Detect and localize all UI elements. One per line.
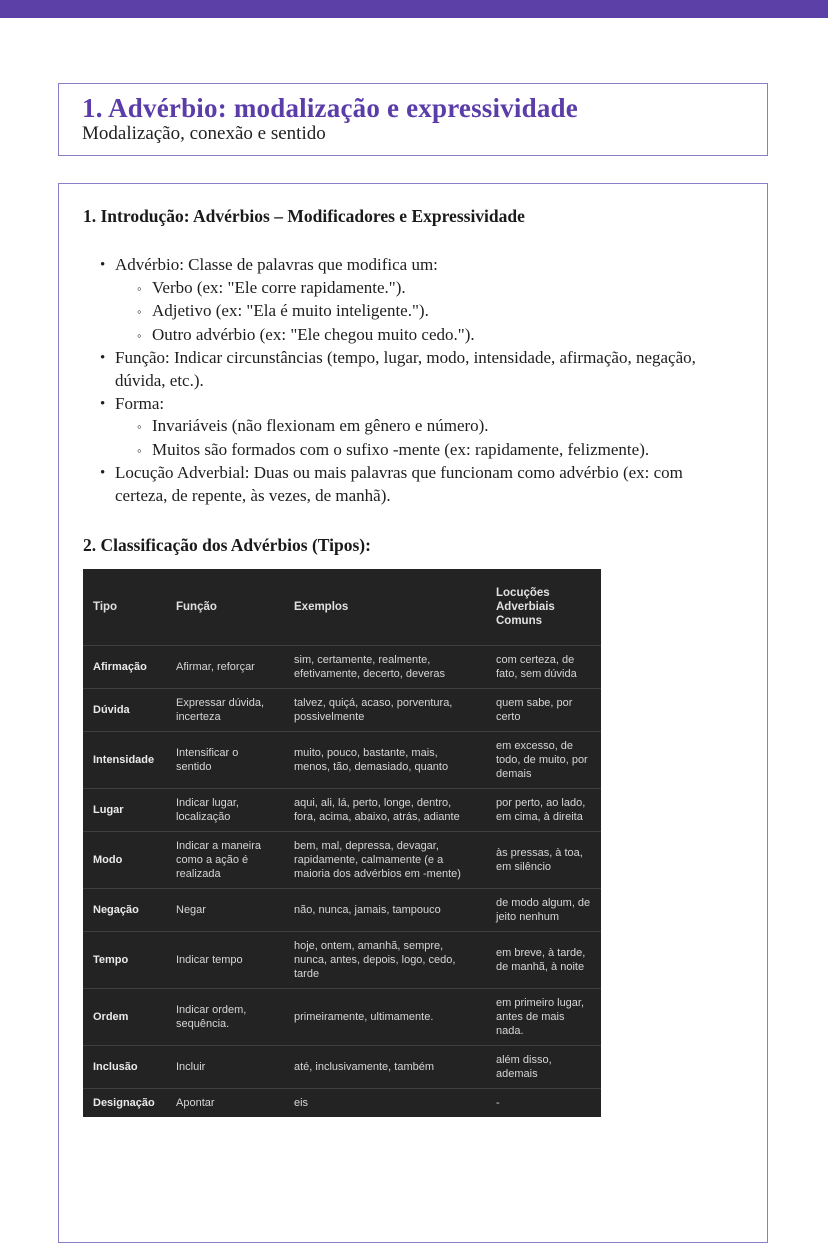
table-cell: Negação bbox=[83, 888, 166, 931]
page-subtitle: Modalização, conexão e sentido bbox=[82, 123, 326, 144]
table-header-cell: Tipo bbox=[93, 600, 118, 613]
table-cell: Indicar lugar, localização bbox=[166, 788, 284, 831]
table-row bbox=[83, 1088, 601, 1117]
table-header-cell: Função bbox=[176, 600, 217, 613]
table-cell: Modo bbox=[83, 831, 166, 888]
table-cell: Indicar a maneira como a ação é realizada bbox=[166, 831, 284, 888]
table-cell: Apontar bbox=[166, 1088, 284, 1117]
table-row bbox=[83, 731, 601, 788]
table-cell: em breve, à tarde, de manhã, à noite bbox=[486, 931, 601, 988]
table-cell: hoje, ontem, amanhã, sempre, nunca, antes, depois, logo, cedo, tarde bbox=[284, 931, 486, 988]
table-row bbox=[83, 688, 601, 731]
table-cell: além disso, ademais bbox=[486, 1045, 601, 1088]
table-cell: com certeza, de fato, sem dúvida bbox=[486, 645, 601, 688]
table-header-cell: Locuções Adverbiais Comuns bbox=[496, 586, 555, 627]
bullet-icon: • bbox=[100, 350, 106, 367]
list-item-text: Verbo (ex: "Ele corre rapidamente."). bbox=[152, 277, 406, 297]
circle-bullet-icon: ◦ bbox=[137, 419, 142, 435]
table-row bbox=[83, 645, 601, 688]
list-item bbox=[83, 324, 727, 348]
list-item bbox=[83, 393, 727, 416]
list-item-text: Advérbio: Classe de palavras que modifica um: bbox=[115, 255, 438, 274]
table-row bbox=[83, 931, 601, 988]
table-cell: Tempo bbox=[83, 931, 166, 988]
table-cell: Incluir bbox=[166, 1045, 284, 1088]
table-cell: em excesso, de todo, de muito, por demais bbox=[486, 731, 601, 788]
table-row bbox=[83, 988, 601, 1045]
list-item bbox=[83, 254, 727, 277]
table-cell: em primeiro lugar, antes de mais nada. bbox=[486, 988, 601, 1045]
table-cell: sim, certamente, realmente, efetivamente, decerto, deveras bbox=[284, 645, 486, 688]
table-cell: Afirmar, reforçar bbox=[166, 645, 284, 688]
circle-bullet-icon: ◦ bbox=[137, 280, 142, 296]
table-row bbox=[83, 788, 601, 831]
bullet-icon: • bbox=[100, 465, 106, 482]
table-cell: eis bbox=[284, 1088, 486, 1117]
table-row bbox=[83, 1045, 601, 1088]
table-row bbox=[83, 888, 601, 931]
table-cell: Designação bbox=[83, 1088, 166, 1117]
table-cell: aqui, ali, lá, perto, longe, dentro, fora, acima, abaixo, atrás, adiante bbox=[284, 788, 486, 831]
table-cell: Ordem bbox=[83, 988, 166, 1045]
bullet-list bbox=[83, 254, 727, 508]
list-item-text: Muitos são formados com o sufixo -mente (ex: rapidamente, felizmente). bbox=[152, 439, 650, 459]
table-row bbox=[83, 831, 601, 888]
list-item-text: Função: Indicar circunstâncias (tempo, lugar, modo, intensidade, afirmação, negação, dúvida, etc.). bbox=[115, 348, 696, 390]
table-cell: não, nunca, jamais, tampouco bbox=[284, 888, 486, 931]
classification-table bbox=[83, 569, 601, 1117]
circle-bullet-icon: ◦ bbox=[137, 442, 142, 458]
list-item-text: Invariáveis (não flexionam em gênero e número). bbox=[152, 416, 489, 436]
table-cell: Intensificar o sentido bbox=[166, 731, 284, 788]
list-item bbox=[83, 347, 727, 392]
list-item-text: Forma: bbox=[115, 393, 165, 413]
table-cell: Intensidade bbox=[83, 731, 166, 788]
section-1-heading: 1. Introdução: Advérbios – Modificadores e Expressividade bbox=[83, 206, 525, 226]
table-cell: Dúvida bbox=[83, 688, 166, 731]
circle-bullet-icon: ◦ bbox=[137, 304, 142, 320]
table-cell: Afirmação bbox=[83, 645, 166, 688]
title-card bbox=[58, 83, 768, 156]
list-item bbox=[83, 277, 727, 301]
section-2-heading: 2. Classificação dos Advérbios (Tipos): bbox=[83, 534, 371, 555]
table-cell: Indicar tempo bbox=[166, 931, 284, 988]
circle-bullet-icon: ◦ bbox=[137, 327, 142, 343]
table-cell: muito, pouco, bastante, mais, menos, tão, demasiado, quanto bbox=[284, 731, 486, 788]
table-cell: primeiramente, ultimamente. bbox=[284, 988, 486, 1045]
top-accent-bar bbox=[0, 0, 828, 18]
table-cell: bem, mal, depressa, devagar, rapidamente, calmamente (e a maioria dos advérbios em -mente) bbox=[284, 831, 486, 888]
table-cell: Inclusão bbox=[83, 1045, 166, 1088]
list-item-text: Locução Adverbial: Duas ou mais palavras que funcionam como advérbio (ex: com certeza, de repente, às vezes, de manhã). bbox=[115, 463, 683, 505]
table-cell: Expressar dúvida, incerteza bbox=[166, 688, 284, 731]
table-cell: - bbox=[486, 1088, 601, 1117]
list-item bbox=[83, 462, 727, 507]
table-cell: de modo algum, de jeito nenhum bbox=[486, 888, 601, 931]
table-cell: talvez, quiçá, acaso, porventura, possivelmente bbox=[284, 688, 486, 731]
table-cell: por perto, ao lado, em cima, à direita bbox=[486, 788, 601, 831]
list-item bbox=[83, 439, 727, 463]
table-cell: Lugar bbox=[83, 788, 166, 831]
table-cell: às pressas, à toa, em silêncio bbox=[486, 831, 601, 888]
table-cell: Indicar ordem, sequência. bbox=[166, 988, 284, 1045]
table-cell: até, inclusivamente, também bbox=[284, 1045, 486, 1088]
bullet-icon: • bbox=[100, 257, 106, 273]
list-item-text: Outro advérbio (ex: "Ele chegou muito cedo."). bbox=[152, 324, 475, 344]
list-item-text: Adjetivo (ex: "Ela é muito inteligente."). bbox=[152, 301, 429, 321]
table-cell: quem sabe, por certo bbox=[486, 688, 601, 731]
table-header-cell: Exemplos bbox=[294, 600, 349, 613]
table-header-row bbox=[83, 569, 601, 646]
table-cell: Negar bbox=[166, 888, 284, 931]
list-item bbox=[83, 300, 727, 324]
bullet-icon: • bbox=[100, 395, 106, 412]
list-item bbox=[83, 415, 727, 439]
content-card bbox=[58, 183, 768, 1243]
page-title: 1. Advérbio: modalização e expressividade bbox=[82, 93, 578, 123]
